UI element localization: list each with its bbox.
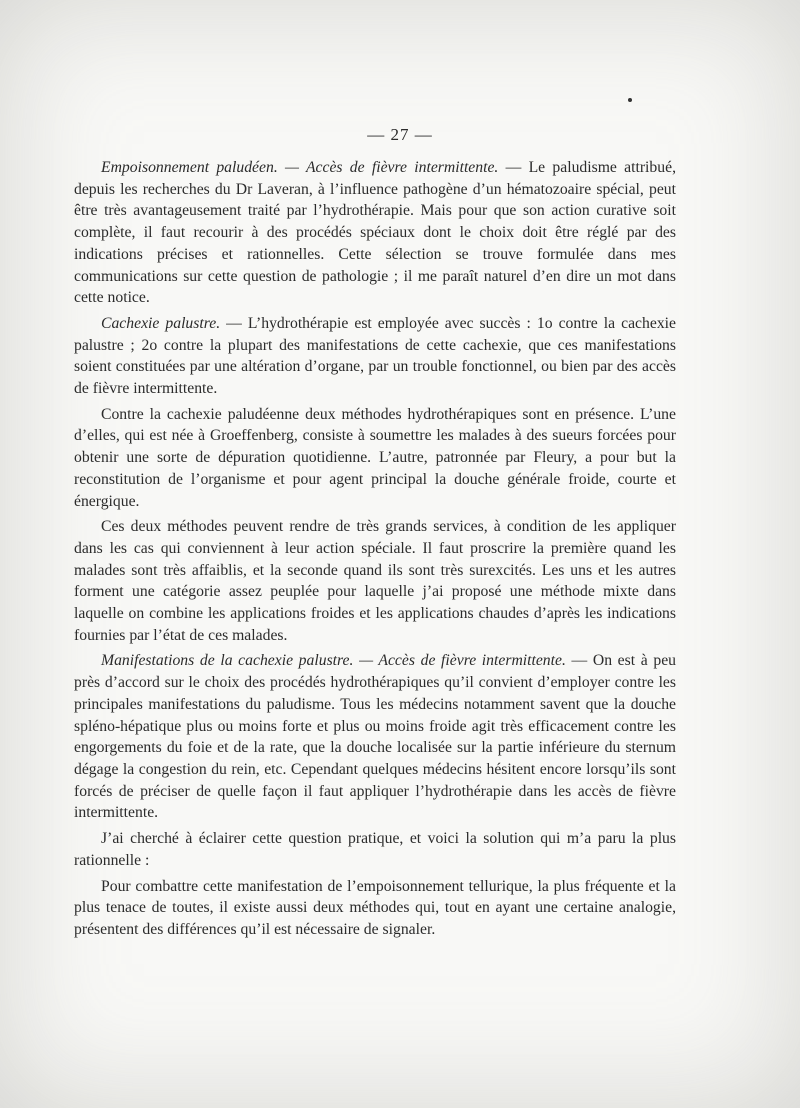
section-heading: Cachexie palustre.	[101, 314, 221, 332]
section-heading: Manifestations de la cachexie palustre. — Accès de fièvre intermittente.	[101, 652, 566, 670]
ink-speck	[628, 98, 632, 102]
paragraph-combattre	[74, 876, 676, 941]
paragraph-cachexie	[74, 313, 676, 400]
paragraph-manifestations	[74, 650, 676, 824]
paragraph-text: Pour combattre cette manifestation de l’empoisonnement tellurique, la plus fréquente et la plus tenace de toutes, il existe aussi deux méthodes qui, tout en ayant une certaine analogie, présentent des différences qu’il est nécessaire de signaler.	[74, 877, 676, 938]
page-number: — 27 —	[367, 125, 433, 144]
paragraph-empoisonnement	[74, 157, 676, 309]
paragraph-text: Ces deux méthodes peuvent rendre de très grands services, à condition de les appliquer dans les cas qui conviennent à leur action spéciale. Il faut proscrire la première quand les malades sont très affaiblis, et la seconde quand ils sont très surexcités. Les uns et les autres forment une catégorie assez peuplée pour laquelle j’ai proposé une méthode mixte dans laquelle on combine les applications froides et les applications chaudes d’après les indications fournies par l’état de ces malades.	[74, 518, 676, 644]
paragraph-text: — Le paludisme attribué, depuis les recherches du Dr Laveran, à l’influence pathogène d’un hématozoaire spécial, peut être très avantageusement traité par l’hydrothérapie. Mais pour que son action curative soit complète, il faut recourir à des procédés spéciaux dont le choix doit être réglé par des indications précises et rationnelles. Cette sélection se trouve formulée dans mes communications sur cette question de pathologie ; il me paraît naturel d’en dire un mot dans cette notice.	[74, 159, 676, 307]
paragraph-text: — L’hydrothérapie est employée avec succès : 1o contre la cachexie palustre ; 2o contre la plupart des manifestations de cette cachexie, que ces manifestations soient constituées par une altération d’organe, par un trouble fonctionnel, ou bien par des accès de fièvre intermittente.	[74, 314, 676, 398]
body-text	[74, 157, 676, 945]
paragraph-methodes	[74, 516, 676, 646]
paragraph-solution	[74, 828, 676, 871]
paragraph-text: — On est à peu près d’accord sur le choix des procédés hydrothérapiques qu’il convient d’employer contre les principales manifestations du paludisme. Tous les médecins notamment savent que la douche spléno-hépatique plus ou moins forte et plus ou moins froide agit très efficacement contre les engorgements du foie et de la rate, que la douche localisée sur la partie inférieure du sternum dégage la congestion du rein, etc. Cependant quelques médecins hésitent encore lorsqu’ils sont forcés de préciser de quelle façon il faut appliquer l’hydrothérapie dans les accès de fièvre intermittente.	[74, 652, 677, 822]
paragraph-text: Contre la cachexie paludéenne deux méthodes hydrothérapiques sont en présence. L’une d’elles, qui est née à Groeffenberg, consiste à soumettre les malades à des sueurs forcées pour obtenir une sorte de dépuration quotidienne. L’autre, patronnée par Fleury, a pour but la reconstitution de l’organisme et pour agent principal la douche générale froide, courte et énergique.	[74, 405, 676, 510]
section-heading: Empoisonnement paludéen. — Accès de fièvre intermittente.	[101, 159, 499, 176]
paragraph-text: J’ai cherché à éclairer cette question pratique, et voici la solution qui m’a paru la plus rationnelle :	[74, 830, 676, 869]
paragraph-contre	[74, 404, 676, 513]
